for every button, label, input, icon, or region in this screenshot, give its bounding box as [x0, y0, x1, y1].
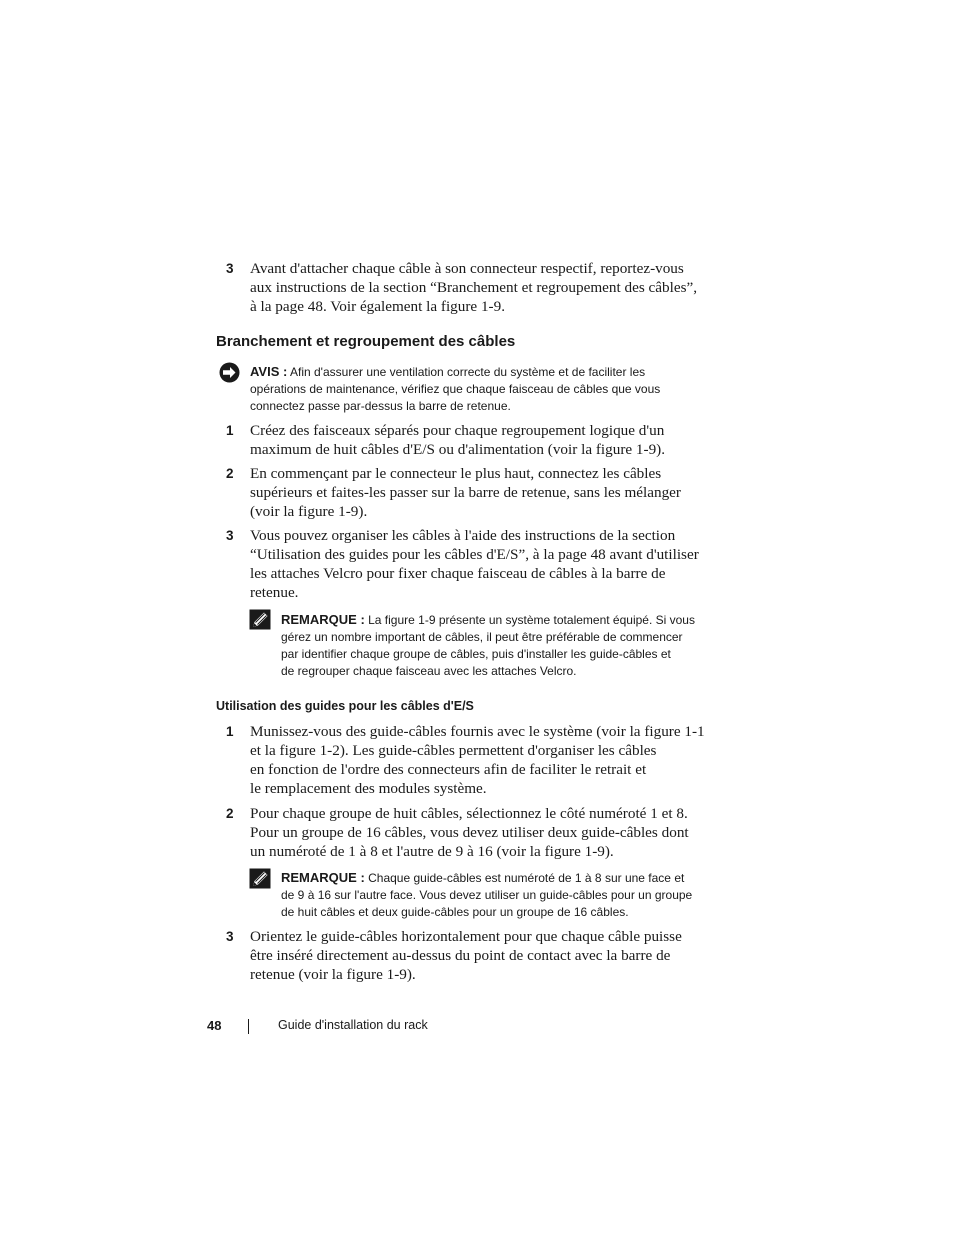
text-line: Créez des faisceaux séparés pour chaque regroupement logique d'un: [250, 422, 665, 439]
text-line: un numéroté de 1 à 8 et l'autre de 9 à 16 (voir la figure 1-9).: [250, 843, 614, 860]
text-line: être inséré directement au-dessus du point de contact avec la barre de: [250, 947, 671, 964]
text-line: Pour un groupe de 16 câbles, vous devez utiliser deux guide-câbles dont: [250, 824, 689, 841]
remark-box: [281, 611, 731, 680]
note-pencil-icon: [249, 609, 271, 635]
text-line: Afin d'assurer une ventilation correcte du système et de faciliter les: [287, 365, 646, 379]
text-line: les attaches Velcro pour fixer chaque faisceau de câbles à la barre de: [250, 565, 666, 582]
note-pencil-icon: [249, 868, 271, 894]
step-number: 3: [226, 929, 234, 944]
step-text: [250, 421, 720, 459]
text-line: (voir la figure 1-9).: [250, 503, 368, 520]
text-line: Orientez le guide-câbles horizontalement pour que chaque câble puisse: [250, 928, 682, 945]
step-number: 2: [226, 806, 234, 821]
text-line: gérez un nombre important de câbles, il peut être préférable de commencer: [281, 630, 683, 644]
footer-title: Guide d'installation du rack: [278, 1018, 428, 1032]
page-number: 48: [207, 1018, 222, 1033]
footer-divider: [248, 1019, 249, 1034]
text-line: retenue.: [250, 584, 299, 601]
remark-label: REMARQUE :: [281, 612, 365, 627]
notice-box: [250, 363, 730, 415]
step-text: [250, 722, 720, 798]
text-line: Chaque guide-câbles est numéroté de 1 à 8 sur une face et: [364, 871, 685, 885]
text-line: en fonction de l'ordre des connecteurs afin de faciliter le retrait et: [250, 761, 647, 778]
text-line: et la figure 1-2). Les guide-câbles permettent d'organiser les câbles: [250, 742, 657, 759]
text-line: En commençant par le connecteur le plus haut, connectez les câbles: [250, 465, 662, 482]
text-line: opérations de maintenance, vérifiez que chaque faisceau de câbles que vous: [250, 382, 661, 396]
step-number: 3: [226, 528, 234, 543]
text-line: de 9 à 16 sur l'autre face. Vous devez utiliser un guide-câbles pour un groupe: [281, 888, 693, 902]
step-number: 3: [226, 261, 234, 276]
text-line: de huit câbles et deux guide-câbles pour un groupe de 16 câbles.: [281, 905, 629, 919]
text-line: supérieurs et faites-les passer sur la barre de retenue, sans les mélanger: [250, 484, 681, 501]
step-number: 1: [226, 423, 234, 438]
notice-arrow-icon: [219, 362, 240, 388]
subsection-heading: Utilisation des guides pour les câbles d'E/S: [216, 699, 474, 713]
text-line: connectez passe par-dessus la barre de retenue.: [250, 399, 511, 413]
text-line: retenue (voir la figure 1-9).: [250, 966, 416, 983]
step-text: [250, 804, 720, 861]
step-text: [250, 464, 720, 521]
remark-box: [281, 869, 731, 921]
text-line: par identifier chaque groupe de câbles, puis d'installer les guide-câbles et: [281, 647, 671, 661]
step-text: [250, 526, 720, 602]
text-line: aux instructions de la section “Branchement et regroupement des câbles”,: [250, 279, 698, 296]
intro-step-text: [250, 259, 720, 316]
text-line: La figure 1-9 présente un système totalement équipé. Si vous: [364, 613, 695, 627]
section-heading: Branchement et regroupement des câbles: [216, 333, 516, 350]
text-line: “Utilisation des guides pour les câbles d'E/S”, à la page 48 avant d'utiliser: [250, 546, 699, 563]
step-number: 2: [226, 466, 234, 481]
text-line: Vous pouvez organiser les câbles à l'aide des instructions de la section: [250, 527, 676, 544]
notice-label: AVIS :: [250, 364, 288, 379]
text-line: Munissez-vous des guide-câbles fournis avec le système (voir la figure 1-1: [250, 723, 705, 740]
text-line: Avant d'attacher chaque câble à son connecteur respectif, reportez-vous: [250, 260, 684, 277]
text-line: de regrouper chaque faisceau avec les attaches Velcro.: [281, 664, 577, 678]
text-line: maximum de huit câbles d'E/S ou d'alimentation (voir la figure 1-9).: [250, 441, 666, 458]
text-line: Pour chaque groupe de huit câbles, sélectionnez le côté numéroté 1 et 8.: [250, 805, 688, 822]
step-text: [250, 927, 720, 984]
remark-label: REMARQUE :: [281, 870, 365, 885]
step-number: 1: [226, 724, 234, 739]
text-line: le remplacement des modules système.: [250, 780, 487, 797]
text-line: à la page 48. Voir également la figure 1-9.: [250, 298, 506, 315]
